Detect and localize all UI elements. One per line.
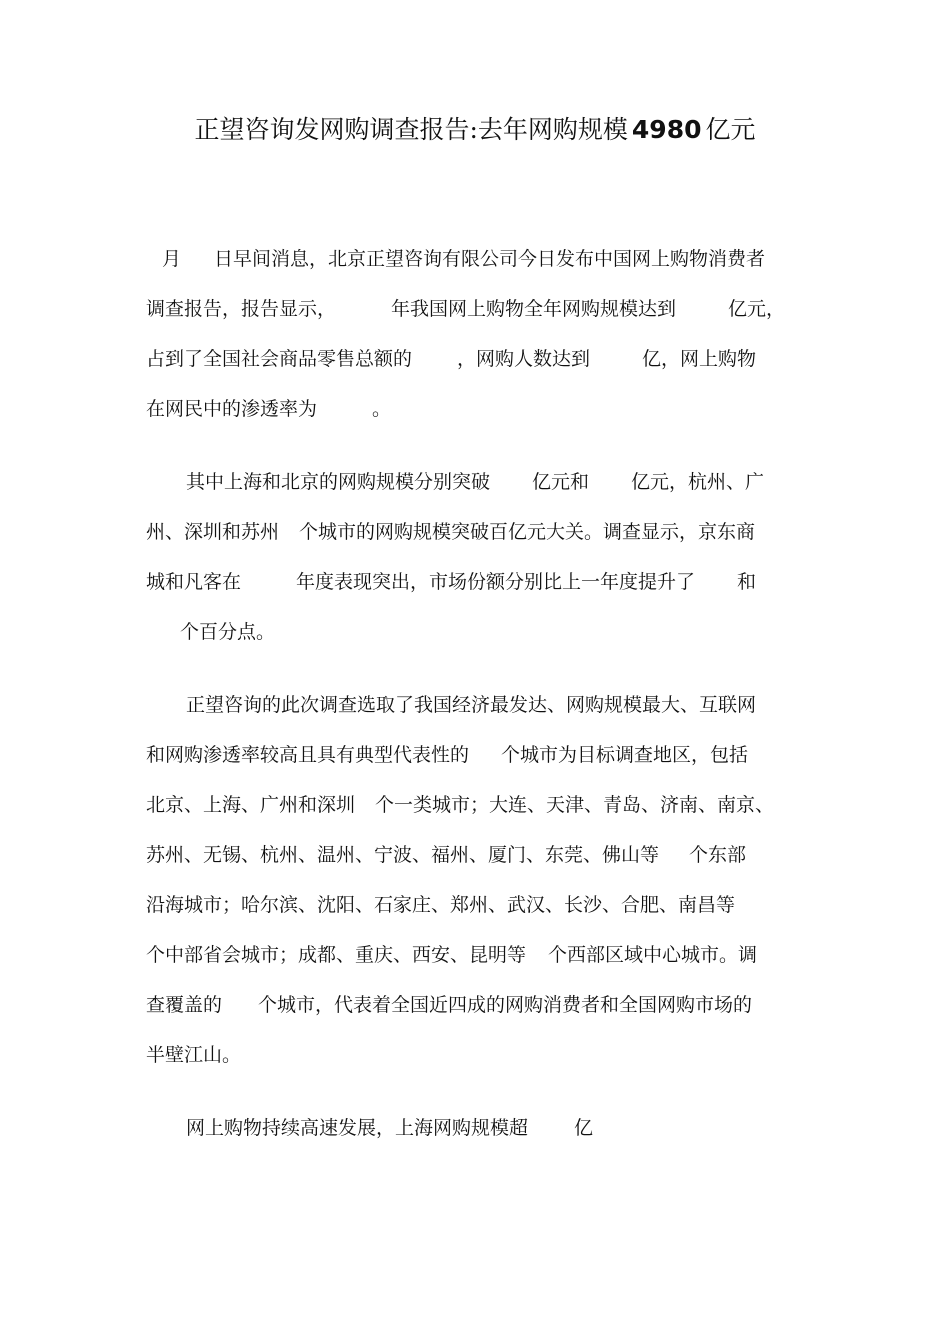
text-segment: 个西部区域中心城市。调 [548, 944, 758, 966]
text-segment: 州、深圳和苏州 [146, 521, 280, 543]
text-segment: 个中部省会城市；成都、重庆、西安、昆明等 [146, 944, 527, 966]
text-segment: 个城市，代表着全国近四成的网购消费者和全国网购市场的 [258, 994, 753, 1016]
text-segment: 沿海城市；哈尔滨、沈阳、石家庄、郑州、武汉、长沙、合肥、南昌等 [146, 894, 736, 916]
paragraph-4-line-1 [186, 1113, 593, 1143]
text-segment: 网上购物持续高速发展，上海网购规模超 [186, 1117, 529, 1139]
text-segment: 日早间消息，北京正望咨询有限公司今日发布中国网上购物消费者 [214, 248, 766, 270]
title-unit: 亿元 [705, 115, 756, 144]
text-segment: 亿，网上购物 [642, 348, 757, 370]
document-title [0, 112, 950, 148]
text-segment: 。 [372, 398, 392, 420]
text-segment: 个百分点。 [180, 621, 276, 643]
text-segment: 亿元，杭州、广 [631, 471, 765, 493]
text-segment: 和 [737, 571, 757, 593]
text-segment: 年度表现突出，市场份额分别比上一年度提升了 [296, 571, 696, 593]
text-segment: 亿元和 [532, 471, 590, 493]
text-segment: 年我国网上购物全年网购规模达到 [391, 298, 677, 320]
paragraph-3-line-8 [146, 1040, 241, 1070]
paragraph-2-line-1 [186, 467, 764, 497]
paragraph-2-line-3 [146, 567, 756, 597]
paragraph-2-line-4 [180, 617, 275, 647]
paragraph-1-line-4 [146, 394, 391, 424]
text-segment: 查覆盖的 [146, 994, 223, 1016]
paragraph-3-line-6 [146, 940, 757, 970]
text-segment: 调查报告，报告显示， [146, 298, 337, 320]
text-segment: 个城市为目标调查地区，包括 [501, 744, 749, 766]
text-segment: 月 [162, 248, 182, 270]
text-segment: 个东部 [689, 844, 747, 866]
text-segment: 北京、上海、广州和深圳 [146, 794, 356, 816]
paragraph-1-line-1 [162, 244, 765, 274]
paragraph-1-line-3 [146, 344, 756, 374]
text-segment: 个一类城市；大连、天津、青岛、济南、南京、 [375, 794, 775, 816]
text-segment: 苏州、无锡、杭州、温州、宁波、福州、厦门、东莞、佛山等 [146, 844, 660, 866]
text-segment: 正望咨询的此次调查选取了我国经济最发达、网购规模最大、互联网 [186, 694, 757, 716]
text-segment: 城和凡客在 [146, 571, 242, 593]
paragraph-3-line-7 [146, 990, 752, 1020]
text-segment: 占到了全国社会商品零售总额的 [146, 348, 413, 370]
text-segment: 亿 [574, 1117, 594, 1139]
title-number: 4980 [631, 115, 702, 144]
text-segment: 在网民中的渗透率为 [146, 398, 318, 420]
text-segment: 半壁江山。 [146, 1044, 242, 1066]
text-segment: 和网购渗透率较高且具有典型代表性的 [146, 744, 470, 766]
paragraph-1-line-2 [146, 294, 785, 324]
text-segment: ，网购人数达到 [457, 348, 591, 370]
paragraph-3-line-2 [146, 740, 748, 770]
text-segment: 其中上海和北京的网购规模分别突破 [186, 471, 491, 493]
paragraph-3-line-3 [146, 790, 774, 820]
paragraph-3-line-1 [186, 690, 756, 720]
paragraph-3-line-4 [146, 840, 746, 870]
paragraph-3-line-5 [146, 890, 735, 920]
text-segment: 亿元， [728, 298, 786, 320]
text-segment: 个城市的网购规模突破百亿元大关。调查显示，京东商 [299, 521, 756, 543]
paragraph-2-line-2 [146, 517, 755, 547]
title-text: 正望咨询发网购调查报告:去年网购规模 [194, 115, 628, 144]
